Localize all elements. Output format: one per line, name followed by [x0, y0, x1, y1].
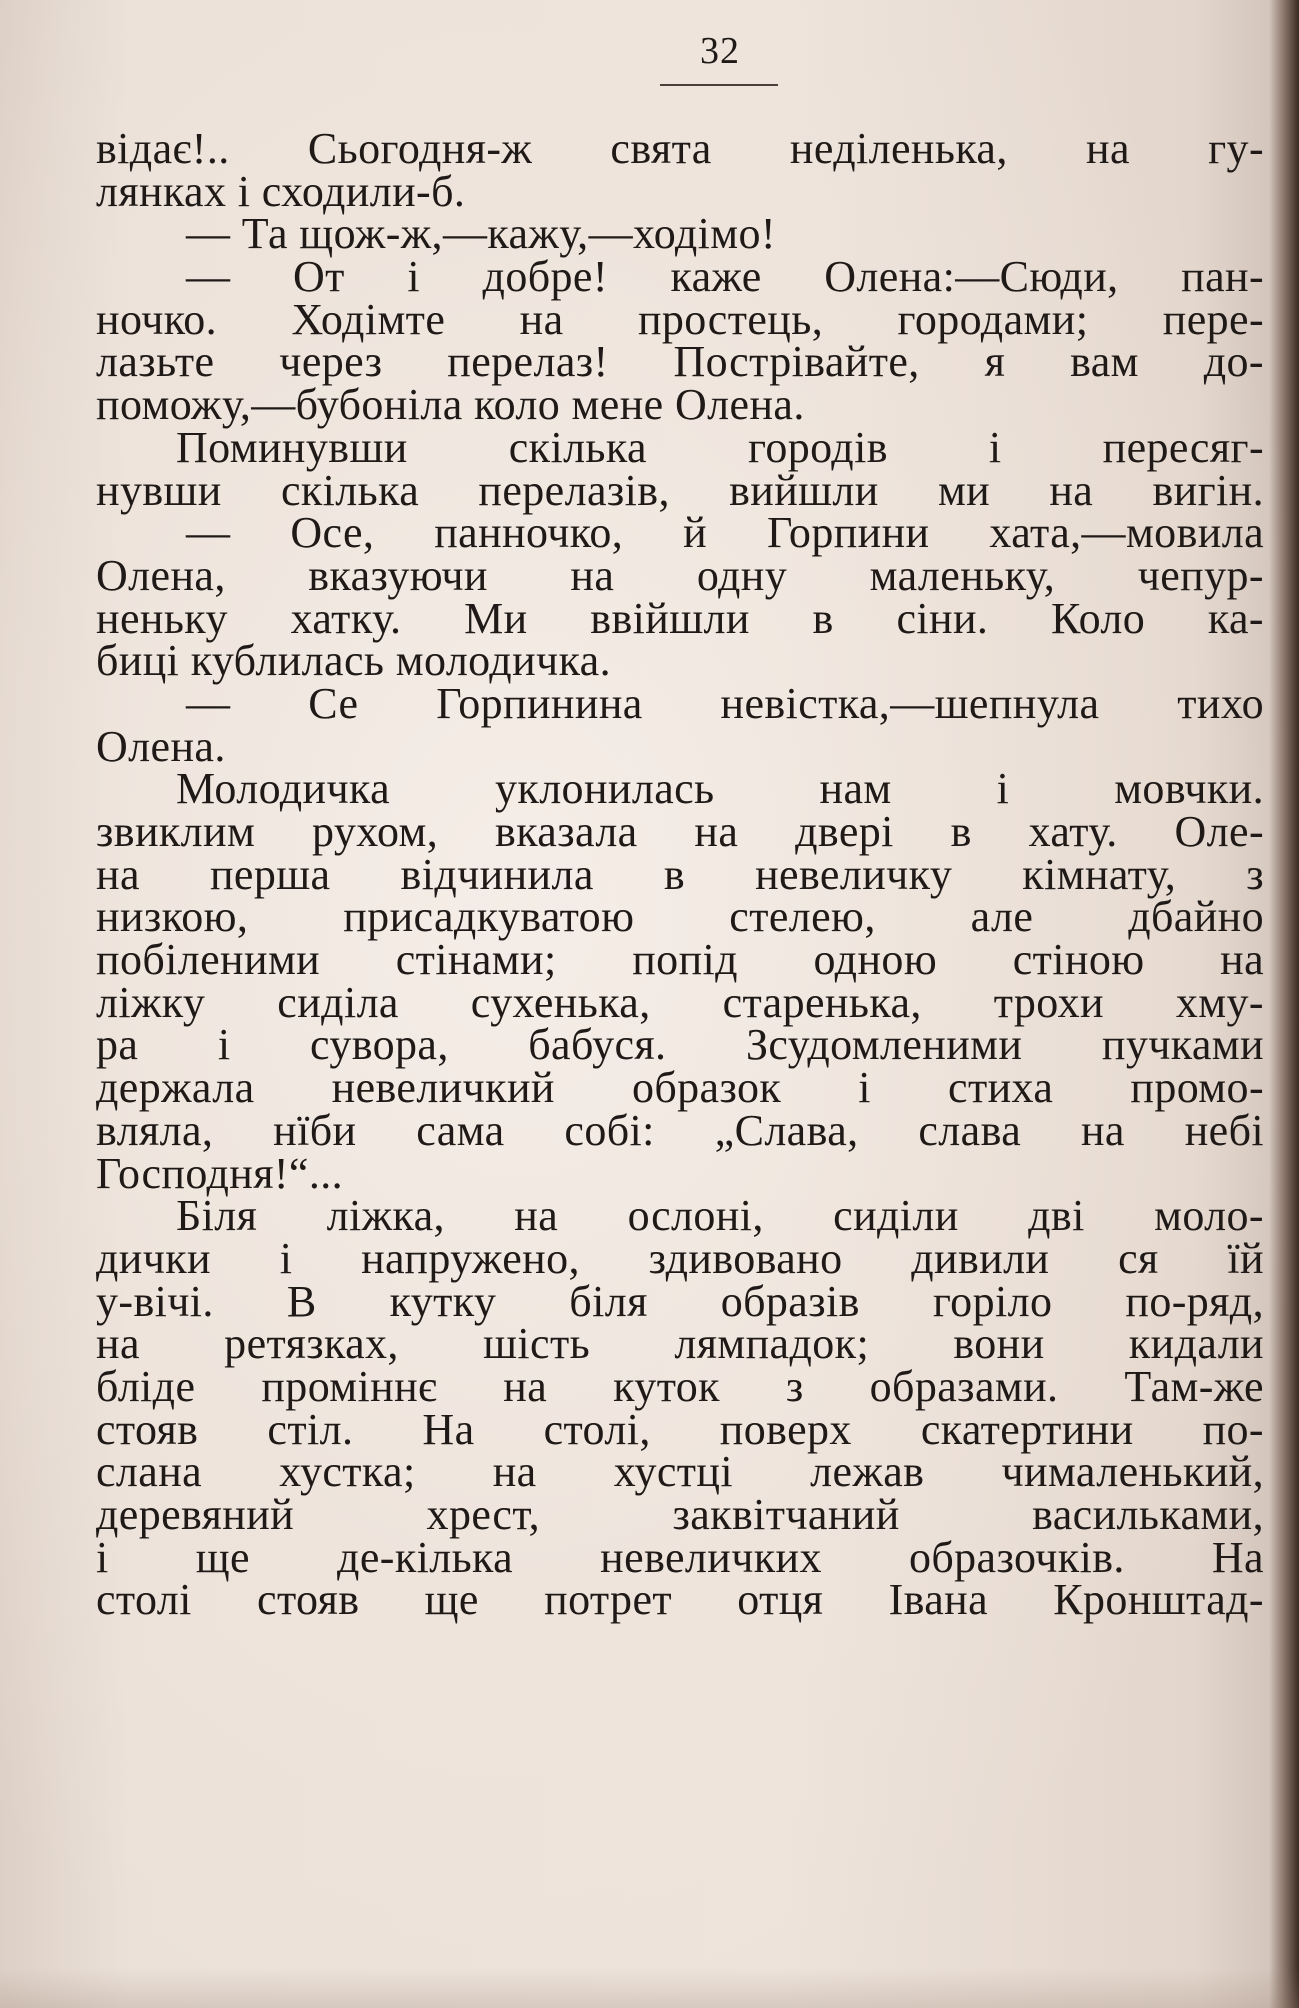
- text-line: вляла, нїби сама собі: „Слава, слава на небі: [96, 1105, 1264, 1155]
- text-line: ліжку сиділа сухенька, старенька, трохи хму-: [96, 977, 1264, 1027]
- text-line: побіленими стінами; попід одною стіною на: [96, 935, 1264, 985]
- text-line: нувши скілька перелазів, вийшли ми на вигін.: [96, 465, 1264, 515]
- text-line: Біля ліжка, на ослоні, сиділи дві моло-: [176, 1191, 1264, 1241]
- text-line: ночко. Ходімте на простець, городами; пере-: [96, 294, 1264, 344]
- text-line: на перша відчинила в невеличку кімнату, з: [96, 849, 1264, 899]
- page-bottom-shade: [0, 1968, 1299, 2008]
- text-line: неньку хатку. Ми ввійшли в сіни. Коло ка-: [96, 593, 1264, 643]
- text-line: лянках і сходили-б.: [96, 166, 466, 216]
- text-line: — Осе, панночко, й Горпини хата,—мовила: [186, 508, 1264, 558]
- text-line: стояв стіл. На столі, поверх скатертини по-: [96, 1404, 1264, 1454]
- text-line: столі стояв ще потрет отця Івана Кронштад-: [96, 1575, 1264, 1625]
- text-line: у-вічі. В кутку біля образів горіло по-ряд,: [96, 1276, 1264, 1326]
- text-line: і ще де-кілька невеличких образочків. На: [96, 1532, 1264, 1582]
- text-line: Поминувши скілька городів і пересяг-: [176, 422, 1264, 472]
- text-line: Молодичка уклонилась нам і мовчки.: [176, 764, 1264, 814]
- body-text: [96, 124, 1264, 1625]
- text-line: — От і добре! каже Олена:—Сюди, пан-: [186, 252, 1264, 302]
- text-line: звиклим рухом, вказала на двері в хату. Оле-: [96, 807, 1264, 856]
- text-line: поможу,—бубоніла коло мене Олена.: [96, 380, 805, 430]
- text-line: биці кублилась молодичка.: [96, 636, 612, 686]
- text-line: держала невеличкий образок і стиха промо-: [96, 1063, 1264, 1113]
- text-line: Олена.: [96, 721, 226, 771]
- text-line: низкою, присадкуватою стелею, але дбайно: [96, 892, 1264, 942]
- text-line: деревяний хрест, заквітчаний васильками,: [96, 1490, 1264, 1539]
- page-number: 32: [700, 30, 740, 72]
- text-line: лазьте через перелаз! Пострівайте, я вам до-: [96, 337, 1264, 387]
- text-line: бліде проміннє на куток з образами. Там-же: [96, 1361, 1264, 1411]
- text-line: ра і сувора, бабуся. Зсудомленими пучками: [96, 1020, 1264, 1070]
- text-line: Олена, вказуючи на одну маленьку, чепур-: [96, 550, 1264, 600]
- text-line: відає!.. Сьогодня-ж свята неділенька, на гу-: [96, 124, 1264, 173]
- page-edge-shadow: [1269, 0, 1299, 2008]
- text-line: слана хустка; на хустці лежав чималенький,: [96, 1447, 1264, 1497]
- text-line: Господня!“...: [96, 1148, 344, 1198]
- page-number-rule: [660, 84, 778, 86]
- text-line: — Та щож-ж,—кажу,—ходімо!: [186, 209, 776, 259]
- text-line: на ретязках, шість лямпадок; вони кидали: [96, 1319, 1264, 1369]
- text-line: — Се Горпинина невістка,—шепнула тихо: [186, 678, 1264, 728]
- text-line: дички і напружено, здивовано дивили ся їй: [96, 1233, 1264, 1283]
